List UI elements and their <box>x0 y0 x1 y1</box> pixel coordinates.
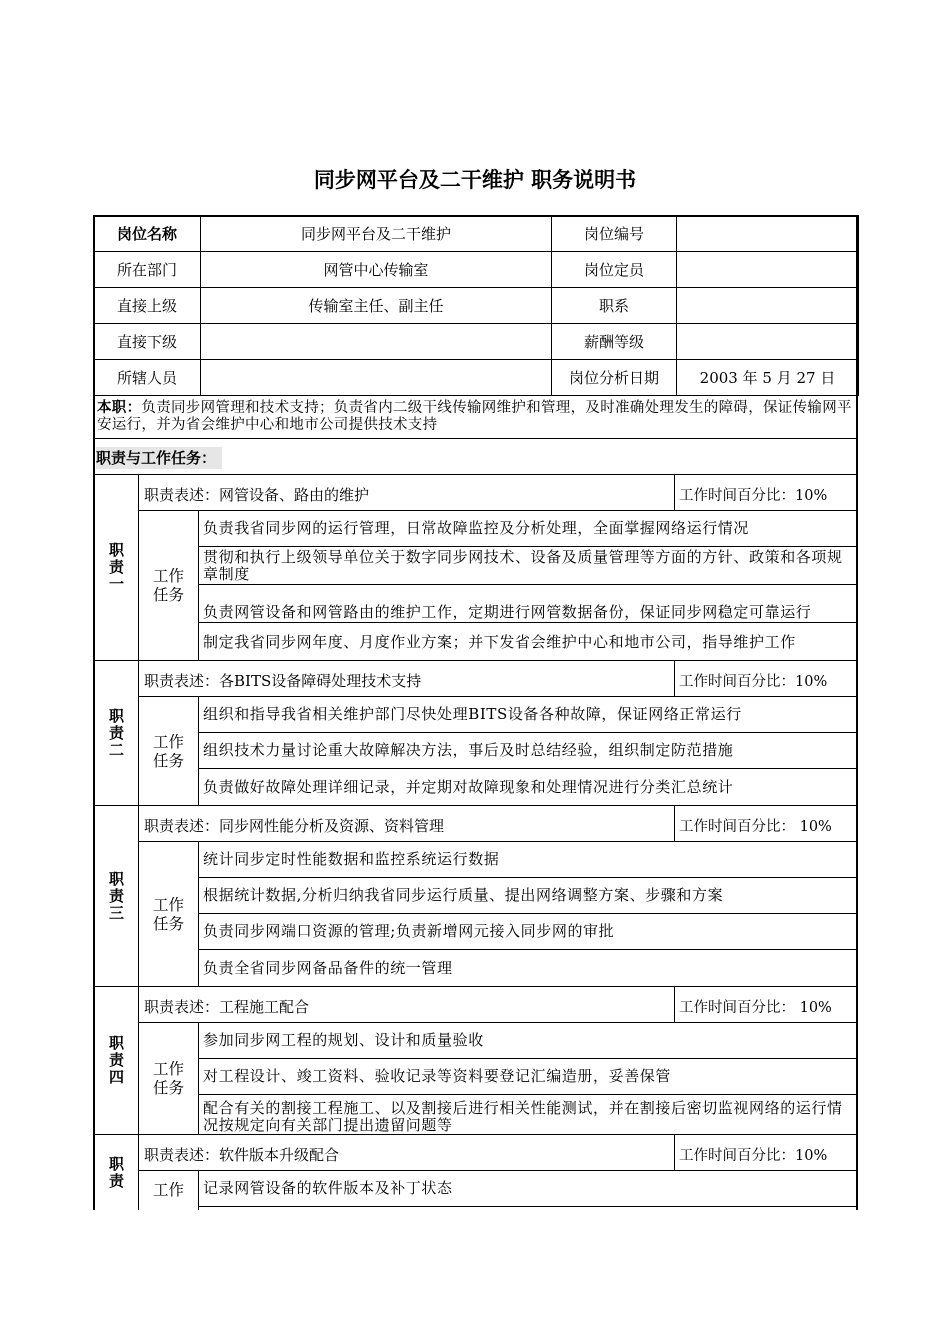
task-item: 配合有关的割接工程施工、以及割接后进行相关性能测试，并在割接后密切监视网络的运行情况按规定向有关部门提出遗留问题等 <box>203 1099 843 1134</box>
task-item: 负责网管设备和网管路由的维护工作，定期进行网管数据备份，保证同步网稳定可靠运行 <box>199 585 858 623</box>
table-row <box>94 324 859 360</box>
task-item: 负责我省同步网的运行管理，日常故障监控及分析处理，全面掌握网络运行情况 <box>199 511 858 547</box>
main-responsibility <box>93 397 858 439</box>
salary-grade-label: 薪酬等级 <box>552 324 677 360</box>
job-description-sheet <box>93 215 858 1210</box>
task-item: 统计同步定时性能数据和监控系统运行数据 <box>199 842 858 878</box>
department-value: 网管中心传输室 <box>201 252 552 288</box>
task-item: 制定我省同步网年度、月度作业方案；并下发省会维护中心和地市公司，指导维护工作 <box>203 632 796 651</box>
duty-description: 职责表述：网管设备、路由的维护 <box>144 486 370 504</box>
duty-description: 职责表述：各BITS设备障碍处理技术支持 <box>144 672 422 690</box>
task-item: 组织和指导我省相关维护部门尽快处理BITS设备各种故障，保证网络正常运行 <box>199 697 858 733</box>
duty-label: 职责二 <box>93 661 139 805</box>
time-percentage: 工作时间百分比： 10% <box>674 806 858 841</box>
headcount-label: 岗位定员 <box>552 252 677 288</box>
table-row <box>94 216 859 252</box>
task-item: 参加同步网工程的规划、设计和质量验收 <box>199 1023 858 1059</box>
position-code-label: 岗位编号 <box>552 216 677 252</box>
superior-value: 传输室主任、副主任 <box>201 288 552 324</box>
task-item: 组织技术力量讨论重大故障解决方法，事后及时总结经验，组织制定防范措施 <box>199 733 858 769</box>
task-item: 负责全省同步网备品备件的统一管理 <box>203 959 453 977</box>
work-tasks-label: 工作任务 <box>139 842 199 987</box>
department-label: 所在部门 <box>94 252 201 288</box>
duty-label: 职责 <box>93 1135 139 1210</box>
position-name-label: 岗位名称 <box>94 216 201 252</box>
duty-label: 职责三 <box>93 806 139 986</box>
time-percentage: 工作时间百分比：10% <box>674 475 858 510</box>
time-percentage: 工作时间百分比： 10% <box>674 987 858 1022</box>
duty-label: 职责一 <box>93 475 139 660</box>
main-responsibility-text: 负责同步网管理和技术支持；负责省内二级干线传输网维护和管理，及时准确处理发生的障碍，保证传输网平安运行，并为省会维护中心和地市公司提供技术支持 <box>97 400 852 433</box>
task-item: 负责同步网端口资源的管理;负责新增网元接入同步网的审批 <box>199 914 858 950</box>
duty-description-row <box>139 475 858 511</box>
subordinate-value <box>201 324 552 360</box>
duty-block-3 <box>93 806 858 987</box>
staff-value <box>201 360 552 396</box>
duty-block-4 <box>93 987 858 1135</box>
duty-description-row <box>139 987 858 1023</box>
task-item: 负责做好故障处理详细记录，并定期对故障现象和处理情况进行分类汇总统计 <box>203 778 734 796</box>
staff-label: 所辖人员 <box>94 360 201 396</box>
salary-grade-value <box>677 324 859 360</box>
analysis-date-value: 2003 年 5 月 27 日 <box>677 360 859 396</box>
duty-description: 职责表述：软件版本升级配合 <box>144 1146 340 1164</box>
duties-section-header <box>93 439 858 475</box>
duty-block-1 <box>93 475 858 661</box>
task-item: 对工程设计、竣工资料、验收记录等资料要登记汇编造册，妥善保管 <box>199 1059 858 1095</box>
time-percentage: 工作时间百分比：10% <box>674 1135 858 1170</box>
duty-description-row <box>139 1135 858 1171</box>
position-code-value <box>677 216 859 252</box>
duty-block-2 <box>93 661 858 806</box>
work-tasks-label: 工作任务 <box>139 697 199 806</box>
work-tasks-label: 工作 <box>139 1171 199 1210</box>
main-responsibility-label: 本职： <box>97 400 142 416</box>
job-family-label: 职系 <box>552 288 677 324</box>
page-title: 同步网平台及二干维护 职务说明书 <box>313 168 637 192</box>
duty-description-row <box>139 806 858 842</box>
job-family-value <box>677 288 859 324</box>
analysis-date-label: 岗位分析日期 <box>552 360 677 396</box>
task-item: 根据统计数据,分析归纳我省同步运行质量、提出网络调整方案、步骤和方案 <box>199 878 858 914</box>
position-name-value: 同步网平台及二干维护 <box>201 216 552 252</box>
table-row <box>94 252 859 288</box>
work-tasks-label: 工作任务 <box>139 1023 199 1135</box>
duty-description: 职责表述：同步网性能分析及资源、资料管理 <box>144 817 445 835</box>
table-row <box>94 360 859 396</box>
duties-section-title: 职责与工作任务： <box>96 447 222 469</box>
work-tasks-label: 工作任务 <box>139 511 199 661</box>
table-row <box>94 288 859 324</box>
duty-description: 职责表述：工程施工配合 <box>144 998 310 1016</box>
subordinate-label: 直接下级 <box>94 324 201 360</box>
task-item: 记录网管设备的软件版本及补丁状态 <box>199 1171 858 1207</box>
task-item: 贯彻和执行上级领导单位关于数字同步网技术、设备及质量管理等方面的方针、政策和各项规章制度 <box>199 547 858 585</box>
time-percentage: 工作时间百分比：10% <box>674 661 858 696</box>
duty-description-row <box>139 661 858 697</box>
duty-block-5 <box>93 1135 858 1210</box>
duty-label: 职责四 <box>93 987 139 1134</box>
headcount-value <box>677 252 859 288</box>
position-info-table <box>93 215 859 396</box>
superior-label: 直接上级 <box>94 288 201 324</box>
